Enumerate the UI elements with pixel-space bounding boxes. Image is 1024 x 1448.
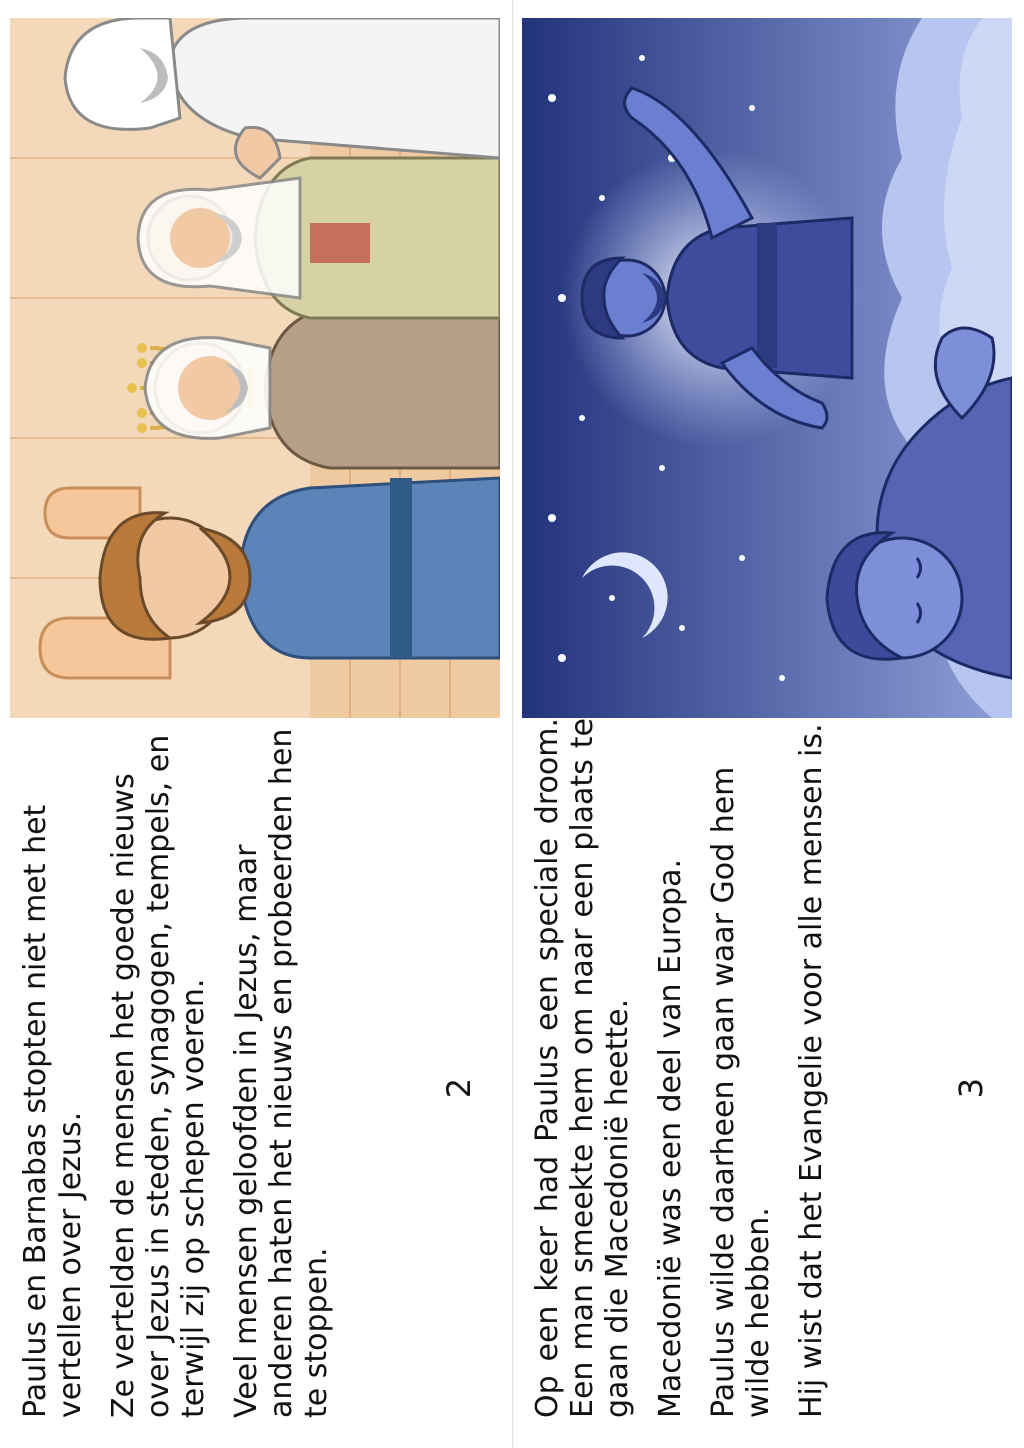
- page-2-paragraph-1: Paulus en Barnabas stopten niet met het vertellen over Jezus.: [18, 804, 88, 1418]
- page-3: [512, 0, 1024, 1448]
- page-3-paragraph-4: Hij wist dat het Evangelie voor alle mensen is.: [794, 723, 829, 1418]
- dream-vision-scene-icon: [522, 18, 1012, 718]
- temple-preaching-scene-icon: [10, 18, 500, 718]
- page-2-paragraph-2: Ze vertelden de mensen het goede nieuws over Jezus in steden, synagogen, tempels, en terwijl zij op schepen voeren.: [106, 734, 211, 1418]
- page-2-text: [18, 718, 352, 1418]
- page-3-paragraph-3: Paulus wilde daarheen gaan waar God hem wilde hebben.: [706, 766, 776, 1418]
- page-2-paragraph-3: Veel mensen geloofden in Jezus, maar anderen haten het nieuws en probeerden hen te stoppen.: [229, 728, 334, 1418]
- page-number-3: 3: [952, 1077, 990, 1099]
- page-3-paragraph-1: Op een keer had Paulus een speciale droom. Een man smeekte hem om naar een plaats te gaan die Macedonië heette.: [530, 718, 635, 1418]
- temple-preaching-illustration: [10, 18, 500, 718]
- page-3-paragraph-2: Macedonië was een deel van Europa.: [653, 859, 688, 1418]
- dream-vision-illustration: [522, 18, 1012, 718]
- page-3-text: [530, 718, 847, 1418]
- page-number-2: 2: [440, 1077, 478, 1099]
